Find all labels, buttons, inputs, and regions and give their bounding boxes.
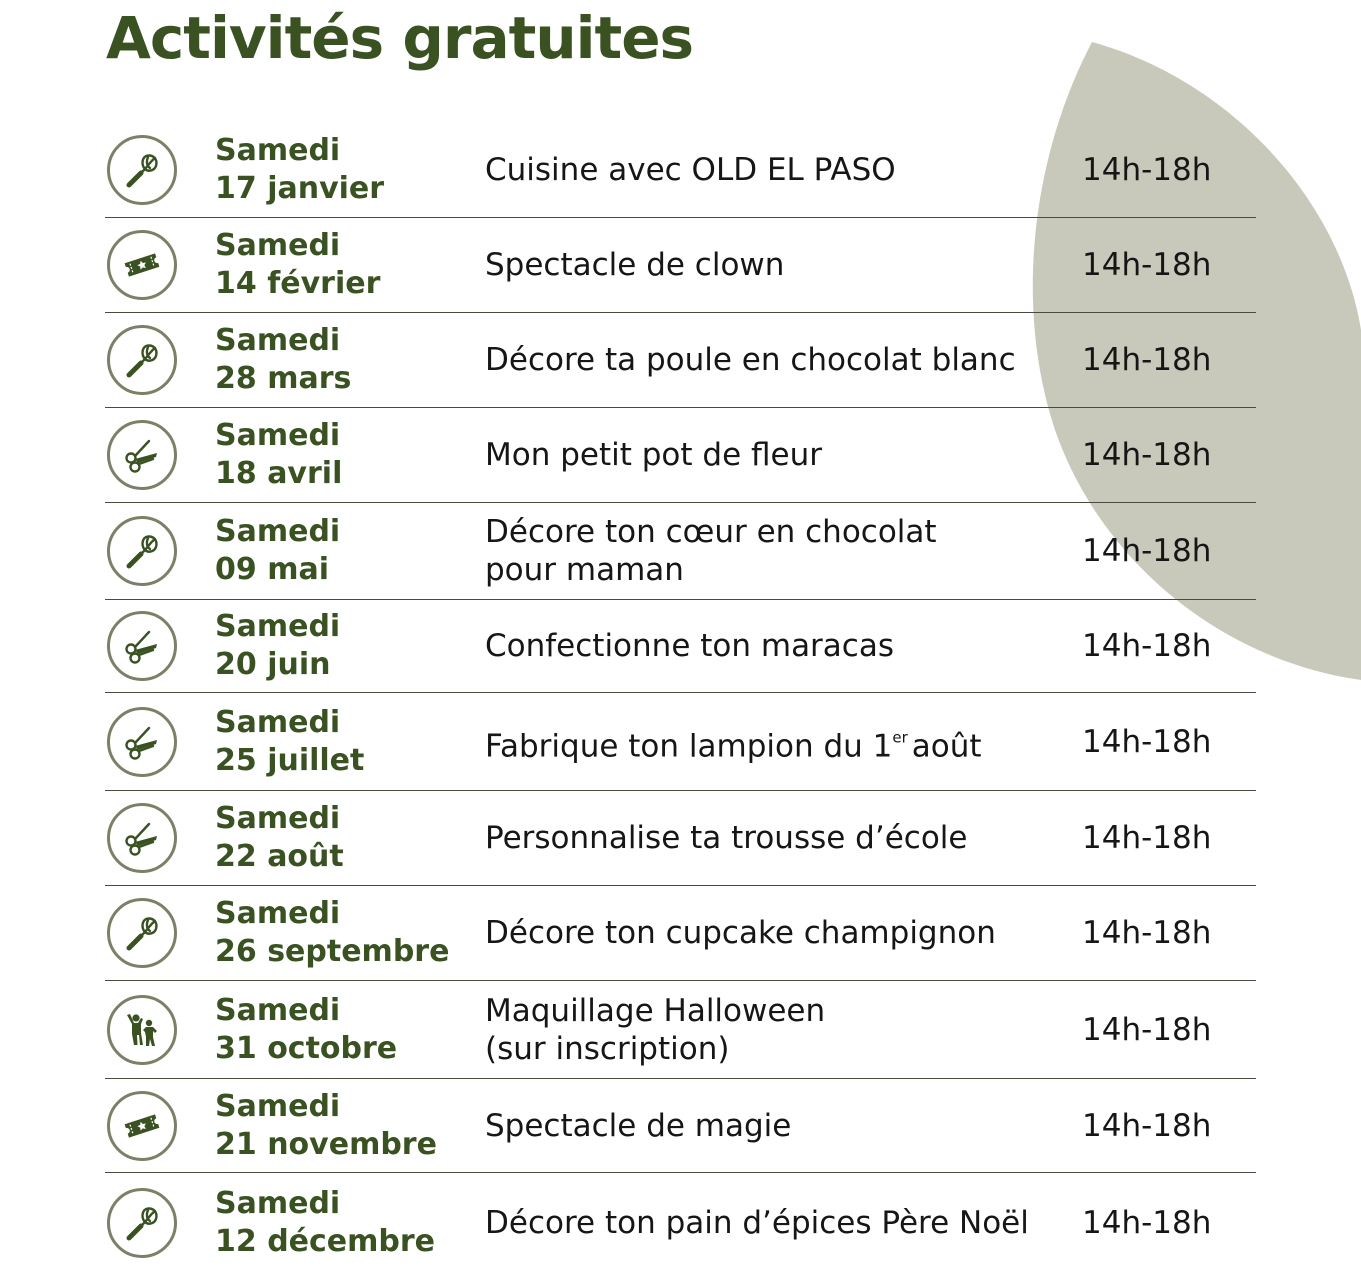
event-date-value: 17 janvier bbox=[215, 171, 385, 206]
list-item bbox=[105, 886, 1256, 981]
event-date-value: 18 avril bbox=[215, 456, 343, 491]
event-date-value: 31 octobre bbox=[215, 1030, 398, 1066]
event-title-line: Spectacle de clown bbox=[485, 247, 785, 283]
event-title-line: Décore ta poule en chocolat blanc bbox=[485, 342, 1016, 378]
event-time: 14h-18h bbox=[1082, 247, 1212, 283]
event-time: 14h-18h bbox=[1082, 342, 1212, 378]
event-title bbox=[485, 914, 996, 952]
scissors-icon bbox=[107, 707, 177, 777]
event-date bbox=[215, 992, 397, 1068]
ticket-icon bbox=[107, 1091, 177, 1161]
list-item bbox=[105, 791, 1256, 886]
event-time: 14h-18h bbox=[1082, 1011, 1212, 1048]
event-title bbox=[485, 246, 784, 284]
event-date-value: 14 février bbox=[215, 266, 381, 301]
list-item bbox=[105, 600, 1256, 693]
event-time: 14h-18h bbox=[1082, 1107, 1212, 1144]
event-time: 14h-18h bbox=[1082, 533, 1212, 569]
event-title-line: Confectionne ton maracas bbox=[485, 628, 894, 664]
whisk-icon bbox=[107, 325, 177, 395]
event-title bbox=[485, 627, 894, 665]
event-time: 14h-18h bbox=[1082, 1205, 1212, 1241]
event-date bbox=[215, 1185, 435, 1261]
event-time: 14h-18h bbox=[1082, 723, 1212, 760]
event-day: Samedi bbox=[215, 514, 341, 549]
list-item bbox=[105, 1173, 1256, 1273]
event-date bbox=[215, 800, 344, 876]
event-day: Samedi bbox=[215, 133, 341, 168]
activity-list bbox=[105, 123, 1256, 1273]
whisk-icon bbox=[107, 135, 177, 205]
event-title-line: Spectacle de magie bbox=[485, 1107, 792, 1144]
scissors-icon bbox=[107, 420, 177, 490]
event-date-value: 26 septembre bbox=[215, 934, 450, 969]
event-day: Samedi bbox=[215, 609, 341, 644]
event-date bbox=[215, 1088, 437, 1164]
event-date-value: 20 juin bbox=[215, 647, 331, 682]
event-title-line: Cuisine avec OLD EL PASO bbox=[485, 152, 896, 188]
event-time: 14h-18h bbox=[1082, 437, 1212, 473]
event-day: Samedi bbox=[215, 896, 341, 931]
event-title-line: pour maman bbox=[485, 552, 684, 588]
scissors-icon bbox=[107, 611, 177, 681]
event-title-line bbox=[485, 718, 982, 765]
event-title-line: Mon petit pot de fleur bbox=[485, 437, 822, 473]
event-date bbox=[215, 322, 351, 398]
list-item bbox=[105, 123, 1256, 218]
event-day: Samedi bbox=[215, 418, 341, 453]
event-date-value: 22 août bbox=[215, 839, 344, 874]
whisk-icon bbox=[107, 1188, 177, 1258]
event-time: 14h-18h bbox=[1082, 915, 1212, 951]
event-date bbox=[215, 513, 340, 589]
event-title-superscript: er bbox=[892, 728, 908, 746]
event-title bbox=[485, 1107, 791, 1145]
event-date bbox=[215, 895, 449, 971]
event-date bbox=[215, 417, 342, 493]
kids-icon bbox=[107, 995, 177, 1065]
list-item bbox=[105, 408, 1256, 503]
whisk-icon bbox=[107, 898, 177, 968]
ticket-icon bbox=[107, 230, 177, 300]
page-title: Activités gratuites bbox=[106, 4, 694, 72]
event-day: Samedi bbox=[215, 801, 341, 836]
event-day: Samedi bbox=[215, 704, 341, 740]
event-title-line: (sur inscription) bbox=[485, 1030, 730, 1067]
list-item bbox=[105, 693, 1256, 791]
event-title bbox=[485, 1204, 1029, 1242]
event-date-value: 09 mai bbox=[215, 552, 329, 587]
event-day: Samedi bbox=[215, 323, 341, 358]
scissors-icon bbox=[107, 803, 177, 873]
event-date-value: 25 juillet bbox=[215, 742, 365, 778]
event-title-line: Personnalise ta trousse d’école bbox=[485, 820, 968, 856]
list-item bbox=[105, 218, 1256, 313]
event-title bbox=[485, 992, 825, 1068]
event-title-line: Décore ton cupcake champignon bbox=[485, 915, 996, 951]
event-time: 14h-18h bbox=[1082, 152, 1212, 188]
event-date bbox=[215, 608, 340, 684]
event-time: 14h-18h bbox=[1082, 820, 1212, 856]
list-item bbox=[105, 1079, 1256, 1173]
event-title-text: Fabrique ton lampion du 1 bbox=[485, 728, 893, 764]
event-title bbox=[485, 151, 896, 189]
whisk-icon bbox=[107, 516, 177, 586]
event-title bbox=[485, 819, 967, 857]
event-day: Samedi bbox=[215, 228, 341, 263]
list-item bbox=[105, 981, 1256, 1079]
event-date-value: 12 décembre bbox=[215, 1224, 436, 1259]
event-title bbox=[485, 513, 937, 589]
event-title-text-end: août bbox=[911, 728, 982, 764]
event-date bbox=[215, 227, 380, 303]
list-item bbox=[105, 503, 1256, 600]
event-title bbox=[485, 718, 982, 765]
event-day: Samedi bbox=[215, 992, 341, 1028]
event-time: 14h-18h bbox=[1082, 628, 1212, 664]
event-date bbox=[215, 132, 384, 208]
event-title bbox=[485, 341, 1016, 379]
event-date-value: 28 mars bbox=[215, 361, 352, 396]
event-title-line: Décore ton cœur en chocolat bbox=[485, 514, 937, 550]
event-day: Samedi bbox=[215, 1088, 341, 1124]
event-date-value: 21 novembre bbox=[215, 1126, 437, 1162]
event-day: Samedi bbox=[215, 1186, 341, 1221]
event-date bbox=[215, 704, 364, 780]
event-title bbox=[485, 436, 822, 474]
event-title-line: Décore ton pain d’épices Père Noël bbox=[485, 1205, 1029, 1241]
event-title-line: Maquillage Halloween bbox=[485, 992, 826, 1029]
list-item bbox=[105, 313, 1256, 408]
